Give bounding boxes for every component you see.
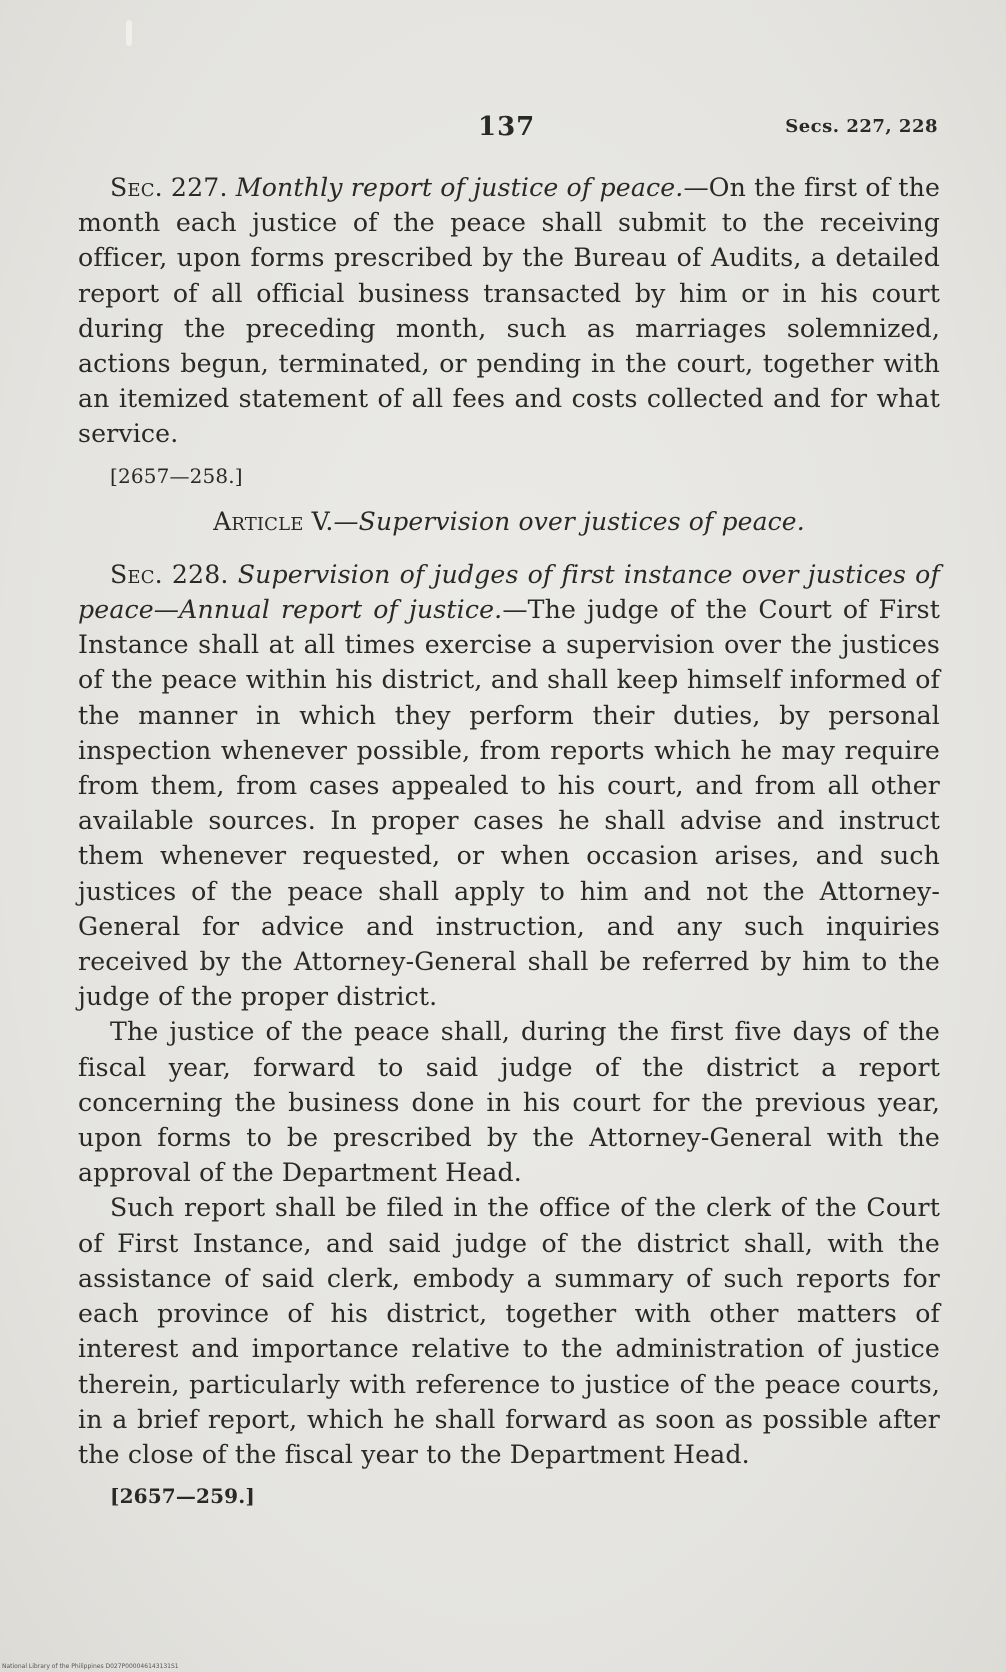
- page-header: [78, 112, 938, 152]
- section-heading: Supervision of judges of first instance over justices of peace—Annual report of justice.: [78, 559, 940, 625]
- section-reference: Secs. 227, 228: [785, 116, 938, 137]
- section-label: Sec. 227.: [110, 173, 228, 202]
- section-label: Sec. 228.: [110, 559, 229, 589]
- citation: [2657—259.]: [110, 1484, 255, 1509]
- library-footer: National Library of the Philippines D027P000046143131S1: [2, 1663, 179, 1670]
- section-228-paragraph-3: Such report shall be filed in the office of the clerk of the Court of First Instance, and said judge of the district shall, with the assistance of said clerk, embody a summary of such reports for each province of his district, together with other matters of interest and importance relative to the administration of justice therein, particularly with reference to justice of the peace courts, in a brief report, which he shall forward as soon as possible after the close of the fiscal year to the Department Head.: [78, 1193, 940, 1469]
- section-heading: Monthly report of justice of peace.: [235, 173, 684, 202]
- page-number: 137: [478, 112, 536, 142]
- article-heading: [78, 504, 940, 539]
- article-label: Article V.: [213, 506, 334, 536]
- section-body: —The judge of the Court of First Instance shall at all times exercise a supervision over the justices of the peace within his district, and shall keep himself informed of the manner in which they perform their duties, by personal inspection whenever possible, from reports which he may require from them, from cases appealed to his court, and from all other available sources. In proper cases he shall advise and instruct them whenever requested, or when occasion arises, and such justices of the peace shall apply to him and not the Attorney-General for advice and instruction, and any such inquiries received by the Attorney-General shall be referred by him to the judge of the proper district.: [78, 595, 940, 1012]
- document-body: [78, 170, 940, 1522]
- citation: [2657—258.]: [110, 463, 243, 488]
- section-body: —On the first of the month each justice of the peace shall submit to the receiving officer, upon forms prescribed by the Bureau of Audits, a detailed report of all official business transacted by him or in his court during the preceding month, such as marriages solemnized, actions begun, terminated, or pending in the court, together with an itemized statement of all fees and costs collected and for what service.: [78, 173, 941, 449]
- scan-artifact: [126, 20, 132, 46]
- section-227: [78, 170, 940, 452]
- article-title: —Supervision over justices of peace.: [333, 506, 805, 536]
- section-228-paragraph-2: The justice of the peace shall, during the first five days of the fiscal year, forward to said judge of the district a report concerning the business done in his court for the previous year, upon forms to be prescribed by the Attorney-General with the approval of the Department Head.: [78, 1017, 940, 1188]
- section-228: [78, 557, 940, 1015]
